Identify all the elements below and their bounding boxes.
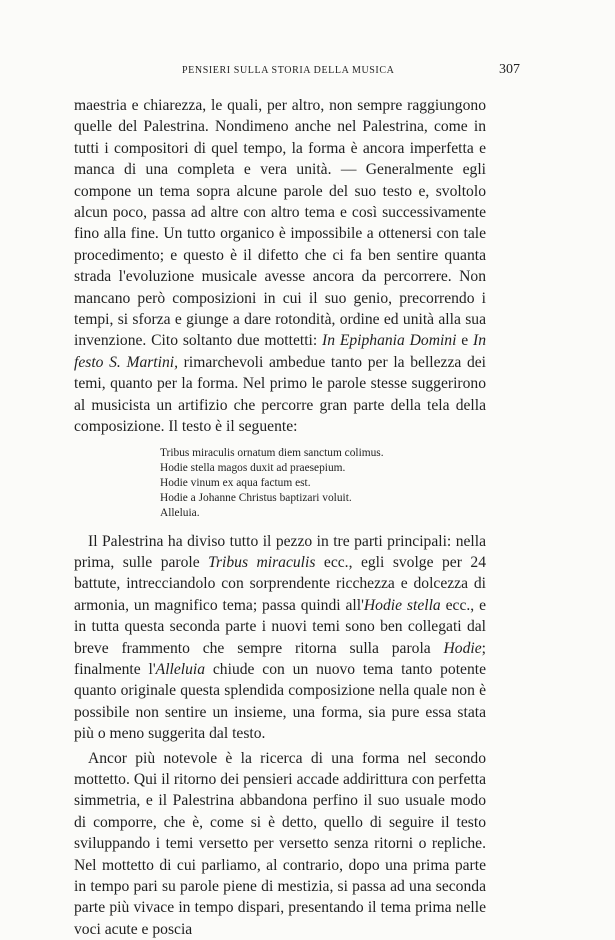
running-title: PENSIERI SULLA STORIA DELLA MUSICA: [182, 65, 395, 76]
quote-line: Hodie vinum ex aqua factum est.: [160, 476, 311, 489]
text-run: Il Palestrina ha diviso tutto il pezzo in tre parti principali: nella prima, sulle parole: [74, 532, 486, 571]
text-run: ecc., e in tutta questa seconda parte i nuovi temi sono ben collegati dal breve frammento che sempre ritorna sulla parola: [74, 596, 487, 657]
italic-title: Hodie stella: [363, 596, 441, 614]
quote-line: Hodie a Johanne Christus baptizari voluit.: [160, 492, 352, 505]
paragraph: [74, 748, 486, 940]
text-run: e: [456, 332, 473, 350]
text-run: maestria e chiarezza, le quali, per altro, non sempre raggiungono quelle del Palestrina. Nondimeno anche nel Palestrina, come in tutti i compositori di quel tempo, la forma è ancora imperfetta e manca di una completa e vera unità. — Generalmente egli compone un tema sopra alcune parole del suo testo e, svoltolo alcun poco, passa ad altre con altro tema e così successivamente fino alla fine. Un tutto organico è impossibile a ottenersi con tale procedimento; e questo è il difetto che ci fa ben sentire quanta strada l'evoluzione musicale avesse ancora da percorrere. Non mancano però composizioni in cui il suo genio, precorrendo i tempi, si sforza e giunge a dare rotondità, ordine ed unità alla sua invenzione. Cito soltanto due mottetti:: [74, 97, 486, 350]
page-number: 307: [499, 62, 520, 77]
latin-quote: [160, 446, 486, 522]
italic-title: Tribus miraculis: [208, 553, 316, 571]
quote-line: Hodie stella magos duxit ad praesepium.: [160, 461, 346, 474]
text-run: Ancor più notevole è la ricerca di una forma nel secondo mottetto. Qui il ritorno dei pensieri accade addirittura con perfetta simmetria, e il Palestrina abbandona perfino il suo usuale modo di comporre, che è, come si è detto, quello di seguire il testo sviluppando i temi versetto per versetto senza ritorni o repliche. Nel mottetto di cui parliamo, al contrario, dopo una prima parte in tempo pari su parole piene di mestizia, si passa ad una seconda parte più vivace in tempo dispari, presentando il tema prima nelle voci acute e poscia: [74, 749, 486, 938]
italic-title: Alleluia: [155, 660, 206, 678]
paragraph: [74, 95, 486, 438]
paragraph: [74, 531, 486, 745]
text-run: chiude con un nuovo tema tanto potente quanto originale questa splendida composizione nella quale non è possibile non sentire un insieme, una forma, sia pure essa stata più o meno suggerita dal testo.: [74, 660, 486, 743]
quote-line: Alleluia.: [160, 507, 200, 520]
quote-line: Tribus miraculis ornatum diem sanctum colimus.: [160, 446, 384, 459]
text-run: rimarchevoli ambedue tanto per la bellezza dei temi, quanto per la forma. Nel primo le parole stesse suggerirono al musicista un artifizio che percorre gran parte della tela della composizione. Il testo è il seguente:: [74, 353, 487, 436]
body-text: [74, 95, 486, 940]
italic-title: Hodie: [443, 639, 482, 657]
text-run: ecc., egli svolge per 24 battute, intrecciandolo con sorprendente ricchezza e dolcezza di armonia, un magnifico tema; passa quindi all': [74, 553, 487, 614]
italic-title: In Epiphania Domini: [322, 332, 457, 350]
text-run: ; finalmente l': [74, 639, 486, 678]
page-header: [160, 62, 520, 82]
italic-title: In festo S. Martini,: [74, 332, 486, 371]
